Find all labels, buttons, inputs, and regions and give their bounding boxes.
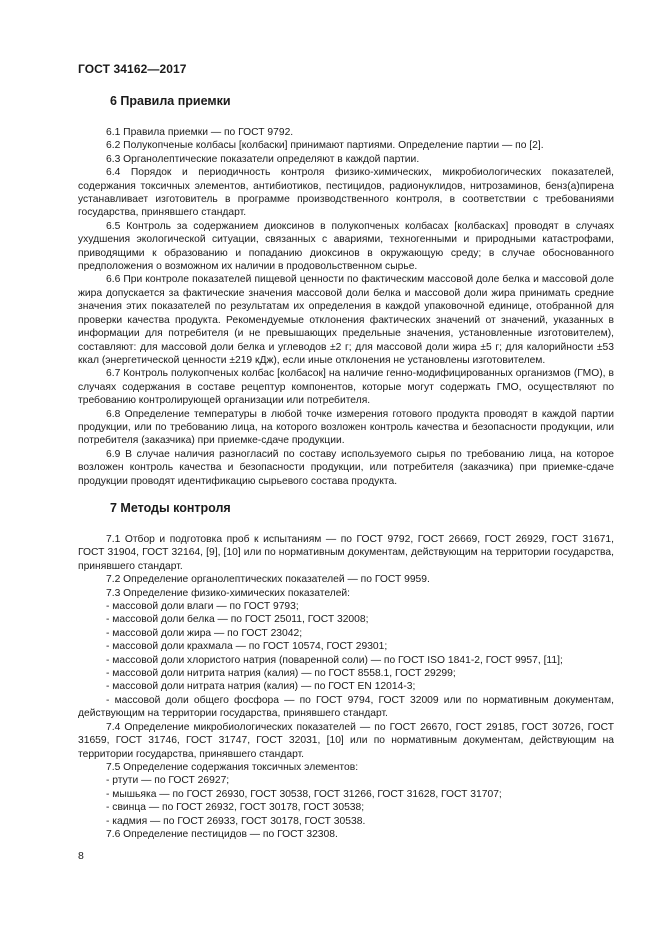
- list-item: - массовой доли нитрата натрия (калия) — по ГОСТ EN 12014-3;: [106, 681, 416, 693]
- paragraph-6-6: 6.6 При контроле показателей пищевой ценности по фактическим массовой доле белка и массовой доле жира допускается за фактические значения массовой доли белка и массовой доли жира принимать средние значения этих показателей по результатам их определения в каждой упаковочной единице, отобранной для проверки качества продукта. Рекомендуемые отклонения фактических значений от значений, указанных в информации для потребителя (и не превышающих предельные значения, установленные изготовителем), составляют: для массовой доли белка и углеводов ±2 г; для массовой доли жира ±5 г; для калорийности ±53 ккал (энергетической ценности ±219 кДж), если иные отклонения не установлены изготовителем.: [78, 274, 614, 366]
- list-item: - массовой доли белка — по ГОСТ 25011, ГОСТ 32008;: [106, 614, 369, 626]
- section-6-title: 6 Правила приемки: [110, 94, 231, 108]
- paragraph-7-5: 7.5 Определение содержания токсичных элементов:: [106, 761, 359, 773]
- paragraph-6-9: 6.9 В случае наличия разногласий по составу используемого сырья по требованию лица, на которое возложен контроль качества и безопасности продукции, или потребителя (заказчика) при приемке-сдаче продукции проводят идентификацию сырьевого состава продукта.: [78, 448, 614, 487]
- section-6: [78, 92, 614, 488]
- list-item: - массовой доли жира — по ГОСТ 23042;: [106, 627, 303, 639]
- list-item: - массовой доли нитрита натрия (калия) — по ГОСТ 8558.1, ГОСТ 29299;: [106, 668, 456, 680]
- paragraph-6-7: 6.7 Контроль полукопченых колбас [колбасок] на наличие генно-модифицированных организмов (ГМО), в случаях содержания в составе рецептур компонентов, которые могут содержать ГМО, осуществляют по требованию контролирующей организации или потребителя.: [78, 368, 614, 407]
- paragraph-6-4: 6.4 Порядок и периодичность контроля физико-химических, микробиологических показателей, содержания токсичных элементов, антибиотиков, пестицидов, радионуклидов, нитрозаминов, бенз(а)пирена устанавливает изготовитель в программе производственного контроля, в соответствии с требованиями государства, принявшего стандарт.: [78, 167, 614, 219]
- document-header: ГОСТ 34162—2017: [78, 62, 187, 76]
- list-item: - массовой доли влаги — по ГОСТ 9793;: [106, 601, 299, 613]
- list-item: - кадмия — по ГОСТ 26933, ГОСТ 30178, ГОСТ 30538.: [106, 815, 366, 827]
- paragraph-7-3: 7.3 Определение физико-химических показателей:: [106, 587, 351, 599]
- paragraph-7-2: 7.2 Определение органолептических показателей — по ГОСТ 9959.: [106, 574, 430, 586]
- section-7: [78, 499, 614, 841]
- list-item: - свинца — по ГОСТ 26932, ГОСТ 30178, ГОСТ 30538;: [106, 802, 365, 814]
- section-7-title: 7 Методы контроля: [110, 501, 231, 515]
- list-item: - ртути — по ГОСТ 26927;: [106, 775, 230, 787]
- paragraph-7-1: 7.1 Отбор и подготовка проб к испытаниям — по ГОСТ 9792, ГОСТ 26669, ГОСТ 26929, ГОСТ 31671, ГОСТ 31904, ГОСТ 32164, [9], [10] или по нормативным документам, действующим на территории государства, принявшего стандарт.: [78, 534, 614, 572]
- paragraph-7-4: 7.4 Определение микробиологических показателей — по ГОСТ 26670, ГОСТ 29185, ГОСТ 30726, ГОСТ 31659, ГОСТ 31746, ГОСТ 31747, ГОСТ 32031, [10] или по нормативным документам, действующим на территории государства, принявшего стандарт.: [78, 721, 614, 760]
- page-number: 8: [78, 850, 84, 862]
- paragraph-6-1: 6.1 Правила приемки — по ГОСТ 9792.: [106, 127, 294, 138]
- paragraph-6-3: 6.3 Органолептические показатели определяют в каждой партии.: [106, 153, 420, 165]
- paragraph-6-5: 6.5 Контроль за содержанием диоксинов в полукопченых колбасах [колбасках] проводят в случаях ухудшения экологической ситуации, связанных с авариями, техногенными и природными катастрофами, приводящими к образованию и попаданию диоксинов в окружающую среду; в случае обоснованного предположения о возможном их наличии в продовольственном сырье.: [78, 220, 614, 273]
- list-item: - массовой доли общего фосфора — по ГОСТ 9794, ГОСТ 32009 или по нормативным документам, действующим на территории государства, принявшего стандарт.: [78, 694, 614, 720]
- list-item: - массовой доли хлористого натрия (поваренной соли) — по ГОСТ ISO 1841-2, ГОСТ 9957, [11];: [106, 654, 563, 666]
- paragraph-6-2: 6.2 Полукопченые колбасы [колбаски] принимают партиями. Определение партии — по [2].: [106, 140, 544, 152]
- paragraph-7-6: 7.6 Определение пестицидов — по ГОСТ 32308.: [106, 828, 338, 840]
- list-item: - мышьяка — по ГОСТ 26930, ГОСТ 30538, ГОСТ 31266, ГОСТ 31628, ГОСТ 31707;: [106, 788, 502, 800]
- paragraph-6-8: 6.8 Определение температуры в любой точке измерения готового продукта проводят в каждой партии продукции, или по требованию лица, на которого возложен контроль качества и безопасности продукции, или потребителя (заказчика) при приемке-сдаче продукции.: [78, 408, 614, 447]
- list-item: - массовой доли крахмала — по ГОСТ 10574, ГОСТ 29301;: [106, 641, 388, 653]
